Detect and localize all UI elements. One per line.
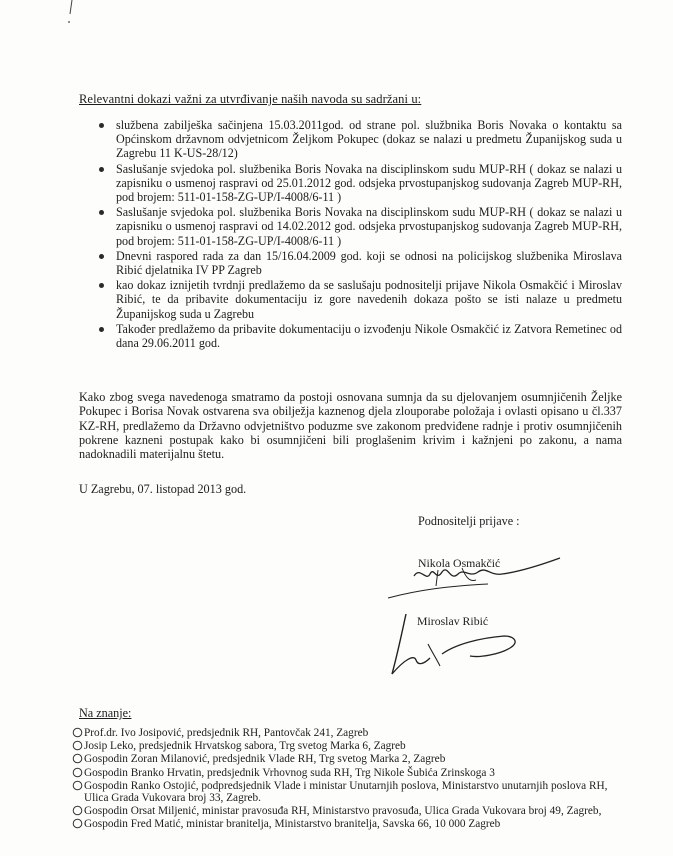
circle-mark-icon [72,767,83,778]
cc-item [74,780,630,804]
circle-mark-icon [72,805,83,816]
cc-heading: Na znanje: [79,706,132,720]
cc-item-text: Gospodin Ranko Ostojić, podpredsjednik Vlade i ministar Unutarnjih poslova, Ministarstvo unutarnjih poslova RH, Ulica Grada Vukovara broj 33, Zagreb. [84,779,608,805]
evidence-item: službena zabilješka sačinjena 15.03.2011god. od strane pol. službnika Boris Novaka o kontaktu sa Općinskom državnom odvjetnicom Željkom Pokupec (dokaz se nalazi u predmetu Županijskog suda u Zagrebu 11 K-US-28/12) [96,118,622,161]
evidence-item: Saslušanje svjedoka pol. službenika Boris Novaka na disciplinskom sudu MUP-RH ( dokaz se nalazi u zapisniku o usmenoj raspravi od 25.01.2012 god. odsjeka prvostupanjskog sudovanja Zagreb MUP-RH, pod brojem: 511-01-158-ZG-UP/I-4008/6-11 ) [96,162,622,205]
cc-item-text: Josip Leko, predsjednik Hrvatskog sabora, Trg svetog Marka 6, Zagreb [84,740,406,753]
cc-item [74,805,630,817]
cc-item [74,740,630,752]
cc-item-text: Prof.dr. Ivo Josipović, predsjednik RH, Pantovčak 241, Zagreb [84,727,369,739]
circle-mark-icon [72,740,83,751]
circle-mark-icon [72,818,83,829]
submitters-label: Podnositelji prijave : [418,514,520,528]
signature-2 [380,608,530,680]
cc-item-text: Gospodin Fred Matić, ministar branitelja, Ministarstvo branitelja, Savska 66, 10 000 Zagreb [84,818,501,831]
cc-item-text: Gospodin Branko Hrvatin, predsjednik Vrhovnog suda RH, Trg Nikole Šubića Zrinskoga 3 [84,766,495,779]
evidence-item: Dnevni raspored rada za dan 15/16.04.2009 god. koji se odnosi na policijskog službenika Miroslava Ribić djelatnika IV PP Zagreb [96,249,622,277]
evidence-heading: Relevantni dokazi važni za utvrđivanje naših navoda su sadržani u: [79,92,422,106]
signer-name-2: Miroslav Ribić [417,614,489,628]
conclusion-paragraph: Kako zbog svega navedenoga smatramo da postoji osnovana sumnja da su djelovanjem osumnjičenih Željke Pokupec i Borisa Novak ostvarena sva obilježja kaznenog djela zlouporabe položaja i ovlasti opisano u čl.337 KZ-RH, predlažemo da Državno odvjetništvo poduzme sve zakonom predviđene radnje i protiv osumnjičenih pokrene kazneni postupak kako bi osumnjičeni bili proglašenim krivim i kažnjeni po zakonu, a nama nadoknadili materijalnu štetu. [79,390,622,462]
place-date: U Zagrebu, 07. listopad 2013 god. [79,482,247,496]
cc-item-text: Gospodin Orsat Miljenić, ministar pravosuđa RH, Ministarstvo pravosuđa, Ulica Grada Vukovara broj 49, Zagreb, [84,805,602,818]
evidence-list [96,118,622,351]
scan-edge-mark [66,0,76,30]
signature-1 [378,552,564,604]
circle-mark-icon [72,727,83,738]
cc-item [74,818,630,830]
evidence-item: Saslušanje svjedoka pol. službenika Boris Novaka na disciplinskom sudu MUP-RH ( dokaz se nalazi u zapisniku o usmenoj raspravi od 14.02.2012 god. odsjeka prvostupanjskog sudovanja Zagreb MUP-RH, pod brojem: 511-01-158-ZG-UP/I-4008/6-11 ) [96,205,622,248]
cc-item [74,767,630,779]
cc-list [74,727,630,832]
signer-name-1: Nikola Osmakčić [418,556,501,570]
evidence-item: Također predlažemo da pribavite dokumentaciju o izvođenju Nikole Osmakčić iz Zatvora Remetinec od dana 29.06.2011 god. [96,322,622,350]
cc-item [74,753,630,765]
cc-item [74,727,630,739]
circle-mark-icon [72,753,83,764]
evidence-item: kao dokaz iznijetih tvrdnji predlažemo da se saslušaju podnositelji prijave Nikola Osmakčić i Miroslav Ribić, te da pribavite dokumentaciju iz gore navedenih dokaza pošto se isti nalaze u predmetu Županijskog suda u Zagrebu [96,278,622,321]
cc-item-text: Gospodin Zoran Milanović, predsjednik Vlade RH, Trg svetog Marka 2, Zagreb [84,753,446,766]
circle-mark-icon [72,780,83,791]
